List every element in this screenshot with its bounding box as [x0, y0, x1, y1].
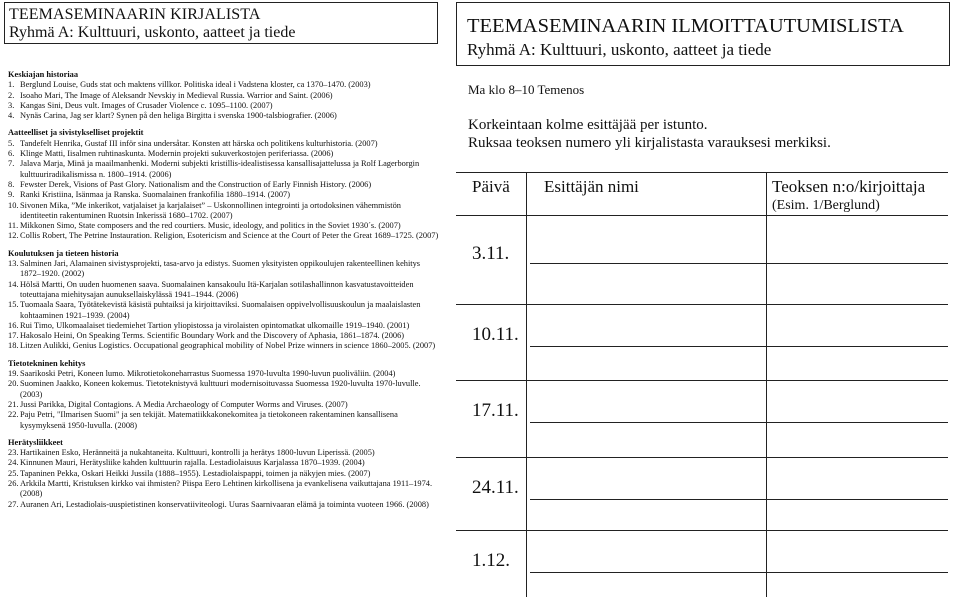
list-item-text: Nynäs Carina, Jag ser klart? Synen på den heliga Birgitta i svenska 1900-talsbiografier. (2006) [20, 111, 337, 121]
list-item-number: 23. [8, 448, 19, 458]
list-item [8, 231, 440, 241]
list-item-number: 7. [8, 159, 15, 169]
list-item [8, 469, 440, 479]
list-item-text: Sivonen Mika, ”Me inkerikot, vatjalaiset ja karjalaiset” – Uskonnollinen integrointi ja ortodoksinen vähemmistön identiteetin rakentuminen Ruotsin Inkerissä 1680–1702. (2007) [20, 200, 401, 220]
list-item-number: 8. [8, 179, 15, 189]
signup-row-line[interactable] [530, 499, 948, 500]
list-item [8, 159, 440, 180]
column-header-book: Teoksen n:o/kirjoittaja [772, 177, 926, 196]
list-item-number: 6. [8, 149, 15, 159]
list-item-number: 11. [8, 221, 19, 231]
list-item-text: Arkkila Martti, Kristuksen kirkko vai ihmisten? Piispa Eero Lehtinen kirkollisena ja evankelisena vaikuttajana 1911–1974. (2008) [20, 478, 433, 499]
session-date: 1.12. [472, 550, 510, 571]
column-header-presenter: Esittäjän nimi [544, 177, 639, 196]
list-item-text: Litzen Aulikki, Genius Logistics. Occupational geographical mobility of Nobel Prize winners in science 1860–2005. (2007) [20, 341, 436, 351]
table-row-border [456, 530, 948, 531]
column-header-day: Päivä [472, 177, 510, 196]
signup-row-line[interactable] [530, 422, 948, 423]
reading-list-subtitle: Ryhmä A: Kulttuuri, uskonto, aatteet ja tiede [9, 24, 296, 41]
list-item [8, 111, 440, 121]
list-item-text: Salminen Jari, Alamainen sivistysprojekti, tasa-arvo ja edistys. Suomen yksityisten oppikoulujen rakenteellinen kehitys 1872–1920. (2002) [20, 259, 421, 279]
list-item-text: Collis Robert, The Petrine Instauration. Religion, Esotericism and Science at the Court of Peter the Great 1689–1725. (2007) [20, 231, 439, 241]
session-date: 17.11. [472, 400, 519, 421]
list-item-number: 24. [8, 458, 19, 468]
list-item-number: 27. [8, 499, 19, 509]
list-item-text: Fewster Derek, Visions of Past Glory. Nationalism and the Construction of Early Finnish History. (2006) [20, 179, 372, 189]
list-item-number: 3. [8, 100, 15, 110]
list-item-text: Tapaninen Pekka, Oskari Heikki Jussila (1888–1955). Lestadiolaispappi, toimen ja näkyjen mies. (2007) [20, 468, 371, 478]
list-item-text: Isoaho Mari, The Image of Aleksandr Nevskiy in Medieval Russia. Warrior and Saint. (2006) [20, 90, 333, 100]
table-top-border [456, 172, 948, 173]
book-list [8, 259, 440, 352]
list-item-number: 13. [8, 259, 19, 269]
list-item-number: 9. [8, 190, 15, 200]
signup-sheet-page [456, 2, 956, 595]
signup-title-box [456, 2, 950, 66]
list-item-number: 17. [8, 331, 19, 341]
list-item-number: 19. [8, 369, 19, 379]
list-item [8, 448, 440, 458]
signup-row-line[interactable] [530, 572, 948, 573]
section-heading: Aatteelliset ja sivistykselliset projektit [8, 128, 144, 138]
list-item [8, 80, 440, 90]
list-item-number: 14. [8, 279, 19, 289]
list-item [8, 280, 440, 301]
table-divider-book [766, 172, 767, 597]
session-date: 24.11. [472, 477, 519, 498]
book-list [8, 139, 440, 242]
list-item [8, 91, 440, 101]
list-item-number: 20. [8, 379, 19, 389]
reading-list-title: TEEMASEMINAARIN KIRJALISTA [9, 6, 261, 23]
section-heading: Herätysliikkeet [8, 437, 63, 447]
list-item-number: 15. [8, 300, 19, 310]
list-item-text: Ranki Kristiina, Isänmaa ja Ranska. Suomalainen frankofilia 1880–1914. (2007) [20, 190, 291, 200]
list-item-text: Paju Petri, "Ilmarisen Suomi" ja sen tekijät. Matematiikkakonekomitea ja tietokoneen rakentaminen kansallisena kysymyksenä 1950-luvulla. (2008) [20, 410, 398, 430]
list-item-text: Hölsä Martti, On uuden huomenen saava. Suomalainen kansakoulu Itä-Karjalan sotilashallinnon kasvatustavoitteiden toteuttajana miehitysajan aunuksellaiskylässä 1941–1944. (2006) [20, 279, 414, 299]
list-item [8, 180, 440, 190]
list-item [8, 331, 440, 341]
list-item-text: Klinge Matti, Iisalmen ruhtinaskunta. Modernin projekti sukuverkostojen periferiassa. (2006) [20, 149, 334, 159]
list-item [8, 479, 440, 500]
list-item-text: Jussi Parikka, Digital Contagions. A Media Archaeology of Computer Worms and Viruses. (2007) [20, 399, 348, 409]
table-header-border [456, 215, 948, 216]
list-item-number: 25. [8, 468, 19, 478]
list-item [8, 400, 440, 410]
column-header-book-example: (Esim. 1/Berglund) [772, 198, 880, 213]
list-item [8, 458, 440, 468]
list-item [8, 341, 440, 351]
instructions-line-2: Ruksaa teoksen numero yli kirjalistasta varauksesi merkiksi. [468, 135, 831, 151]
signup-row-line[interactable] [530, 346, 948, 347]
session-date: 3.11. [472, 243, 510, 264]
list-item-text: Saarikoski Petri, Koneen lumo. Mikrotietokoneharrastus Suomessa 1970-luvulta 1990-luvun puoliväliin. (2004) [20, 369, 396, 379]
list-item-text: Tandefelt Henrika, Gustaf III inför sina undersåtar. Konsten att härska och politikens kulturhistoria. (2007) [20, 138, 378, 148]
list-item [8, 500, 440, 510]
reading-list-page [4, 2, 442, 595]
session-time-place: Ma klo 8–10 Temenos [468, 82, 585, 97]
book-list [8, 80, 440, 121]
list-item-text: Jalava Marja, Minä ja maailmanhenki. Moderni subjekti kristillis-idealistisessa kansallisajattelussa ja Rolf Lagerborgin kulttuuriradikalismissa n. 1800–1914. (2006) [20, 159, 420, 179]
list-item [8, 221, 440, 231]
book-list [8, 448, 440, 510]
list-item-number: 2. [8, 90, 15, 100]
session-date: 10.11. [472, 324, 519, 345]
list-item [8, 139, 440, 149]
list-item-text: Berglund Louise, Guds stat och maktens villkor. Politiska ideal i Vadstena kloster, ca 1370–1470. (2003) [20, 80, 371, 90]
list-item-number: 26. [8, 478, 19, 488]
list-item-text: Kinnunen Mauri, Herätysliike kahden kulttuurin rajalla. Lestadiolaisuus Karjalassa 1870–1939. (2004) [20, 458, 365, 468]
list-item-text: Hartikainen Esko, Heränneitä ja nukahtaneita. Kulttuuri, kontrolli ja herätys 1800-luvun Liperissä. (2005) [20, 448, 375, 458]
reading-list-content [8, 70, 440, 510]
signup-subtitle: Ryhmä A: Kulttuuri, uskonto, aatteet ja tiede [467, 40, 772, 59]
list-item-text: Tuomaala Saara, Työtätekevistä käsistä puhtaiksi ja kirjoittaviksi. Suomalaisen oppivelvollisuuskoulun ja maalaislasten kohtaaminen 1921–1939. (2004) [20, 300, 421, 320]
list-item [8, 379, 440, 400]
list-item-text: Rui Timo, Ulkomaalaiset tiedemiehet Tartion yliopistossa ja virolaisten opintomatkat ulkomaille 1919–1940. (2001) [20, 320, 410, 330]
list-item-number: 5. [8, 138, 15, 148]
list-item-number: 21. [8, 399, 19, 409]
table-row-border [456, 457, 948, 458]
list-item [8, 149, 440, 159]
list-item-text: Kangas Sini, Deus vult. Images of Crusader Violence c. 1095–1100. (2007) [20, 100, 273, 110]
list-item-number: 4. [8, 111, 15, 121]
list-item [8, 201, 440, 222]
list-item [8, 101, 440, 111]
list-item-number: 1. [8, 80, 15, 90]
signup-title: TEEMASEMINAARIN ILMOITTAUTUMISLISTA [467, 15, 904, 37]
section-heading: Keskiajan historiaa [8, 70, 79, 79]
table-row-border [456, 380, 948, 381]
list-item [8, 300, 440, 321]
list-item [8, 190, 440, 200]
list-item-text: Suominen Jaakko, Koneen kokemus. Tietoteknistyvä kulttuuri modernisoituvassa Suomessa 1920-luvulta 1970-luvulle. (2003) [20, 379, 421, 399]
list-item [8, 259, 440, 280]
list-item [8, 321, 440, 331]
book-list [8, 369, 440, 431]
signup-row-line[interactable] [530, 263, 948, 264]
list-item-number: 12. [8, 231, 19, 241]
list-item-number: 22. [8, 410, 19, 420]
reading-list-title-box [4, 2, 438, 44]
instructions-line-1: Korkeintaan kolme esittäjää per istunto. [468, 117, 708, 133]
list-item-text: Auranen Ari, Lestadiolais-uuspietistinen konservatiiviteologi. Uuras Saarnivaaran elämä ja toiminta vuoteen 1966. (2008) [20, 499, 429, 509]
list-item-number: 10. [8, 200, 19, 210]
list-item-text: Hakosalo Heini, On Speaking Terms. Scientific Boundary Work and the Discovery of Aphasia, 1861–1874. (2006) [20, 331, 405, 341]
section-heading: Tietotekninen kehitys [8, 358, 86, 368]
list-item-text: Mikkonen Simo, State composers and the red courtiers. Music, ideology, and politics in the Soviet 1930´s. (2007) [20, 221, 401, 231]
table-row-border [456, 304, 948, 305]
list-item [8, 369, 440, 379]
list-item-number: 18. [8, 341, 19, 351]
table-divider-day [526, 172, 527, 597]
section-heading: Koulutuksen ja tieteen historia [8, 248, 119, 258]
list-item-number: 16. [8, 320, 19, 330]
list-item [8, 410, 440, 431]
